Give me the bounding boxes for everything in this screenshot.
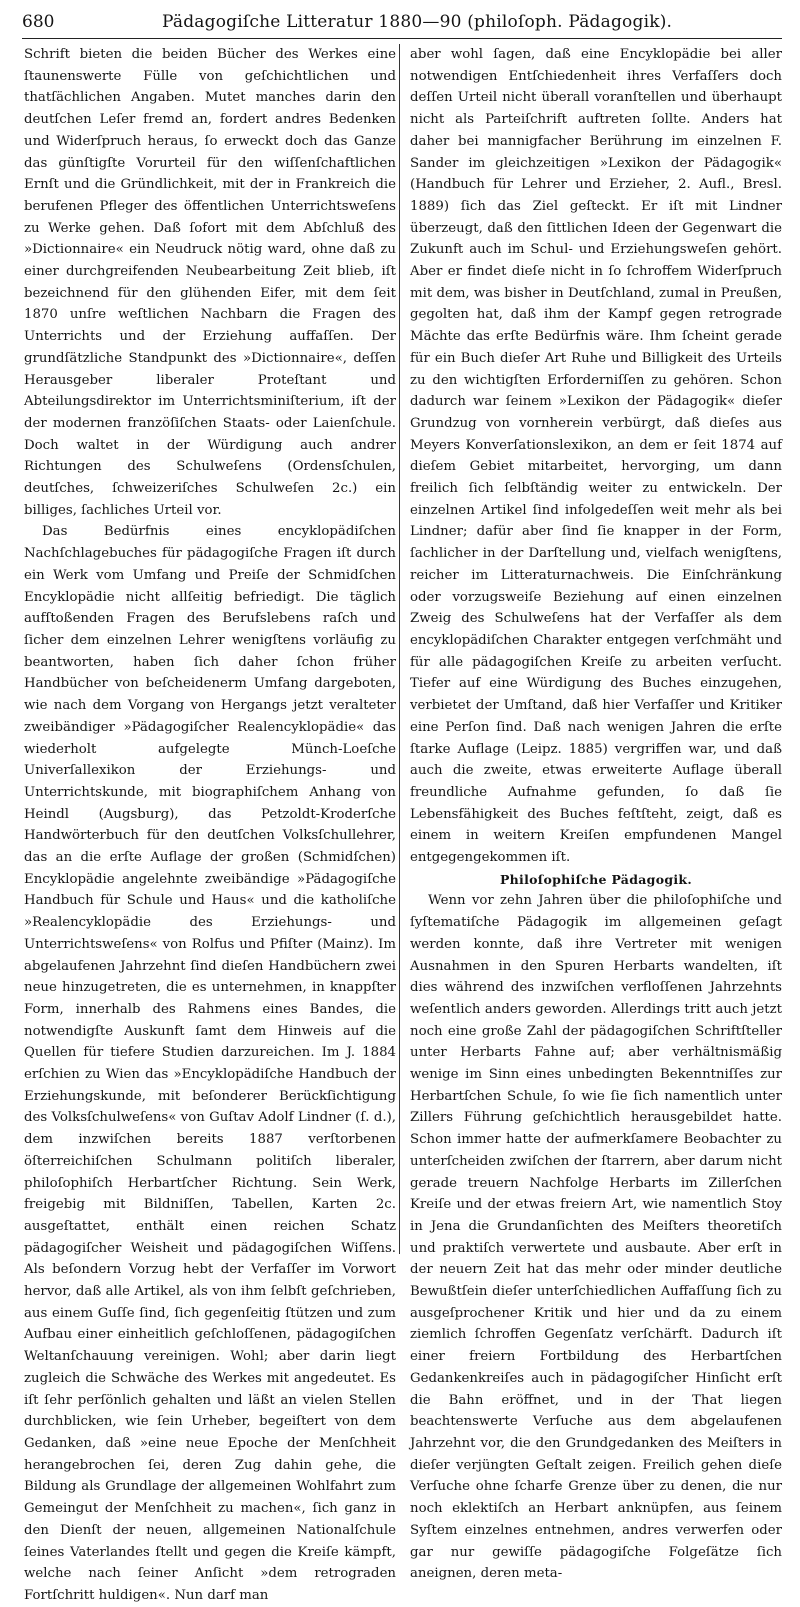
- right-paragraph-2: Wenn vor zehn Jahren über die philoſophiſche und ſyſtematiſche Pädagogik im allgemeinen geſagt werden konnte, daß ihre Vertreter mit wenigen Ausnahmen in den Spuren Herbarts wandelten, iſt dies während des inzwiſchen verfloſſenen Jahrzehnts weſentlich anders geworden. Allerdings tritt auch jetzt noch eine große Zahl der pädagogiſchen Schriftſteller unter Herbarts Fahne auf; aber verhältnismäßig wenige im Sinn eines unbedingten Bekenntniſſes zur Herbartſchen Schule, ſo wie ſie ſich namentlich unter Zillers Führung geſchichtlich herausgebildet hatte. Schon immer hatte der aufmerkſamere Beobachter zu unterſcheiden zwiſchen der ſtarrern, aber darum nicht gerade treuern Nachfolge Herbarts im Zillerſchen Kreiſe und der etwas freiern Art, wie namentlich Stoy in Jena die Grundanſichten des Meiſters theoretiſch und praktiſch verwertete und ausbaute. Aber erſt in der neuern Zeit hat das mehr oder minder deutliche Bewußtſein dieſer unterſchiedlichen Auffaſſung ſich zu ausgeſprochener Kritik und hier und da zu einem ziemlich ſchroffen Gegenſatz verſchärft. Dadurch iſt einer freiern Fortbildung des Herbartſchen Gedankenkreiſes auch in pädagogiſcher Hinſicht erſt die Bahn eröffnet, und in der That liegen beachtenswerte Verſuche aus dem abgelaufenen Jahrzehnt vor, die den Grundgedanken des Meiſters in dieſer verjüngten Geſtalt zeigen. Freilich gehen dieſe Verſuche ohne ſcharfe Grenze über zu denen, die nur noch eklektiſch an Herbart anknüpfen, aus ſeinem Syſtem einzelnes entnehmen, andres verwerfen oder gar nur gewiſſe pädagogiſche Folgeſätze ſich aneignen, deren meta-: [410, 893, 782, 1582]
- section-heading: Philoſophiſche Pädagogik.: [499, 871, 693, 887]
- left-paragraph-1: Schrift bieten die beiden Bücher des Werkes eine ſtaunenswerte Fülle von geſchichtlichen und thatſächlichen Angaben. Mutet manches darin den deutſchen Leſer fremd an, fordert andres Bedenken und Widerſpruch heraus, ſo erweckt doch das Ganze das günſtigſte Vorurteil für den wiſſenſchaftlichen Ernſt und die Gründlichkeit, mit der in Frankreich die berufenen Pfleger des öffentlichen Unterrichtsweſens zu Werke gehen. Daß ſofort mit dem Abſchluß des »Dictionnaire« ein Neudruck nötig ward, ohne daß zu einer durchgreifenden Neubearbeitung Zeit blieb, iſt bezeichnend für den glühenden Eifer, mit dem ſeit 1870 unſre weſtlichen Nachbarn die Fragen des Unterrichts und der Erziehung auffaſſen. Der grundſätzliche Standpunkt des »Dictionnaire«, deſſen Herausgeber liberaler Proteſtant und Abteilungsdirektor im Unterrichtsminiſterium, iſt der der modernen franzöſiſchen Staats- oder Laienſchule. Doch waltet in der Würdigung auch andrer Richtungen des Schulweſens (Ordensſchulen, deutſches, ſchweizeriſches Schulweſen 2c.) ein billiges, ſachliches Urteil vor.: [24, 47, 396, 518]
- right-column: [410, 44, 782, 1585]
- running-title: Pädagogiſche Litteratur 1880—90 (philoſoph. Pädagogik).: [162, 12, 673, 32]
- page-number: 680: [22, 12, 55, 32]
- right-paragraph-1: aber wohl ſagen, daß eine Encyklopädie bei aller notwendigen Entſchiedenheit ihres Verfaſſers doch deſſen Urteil nicht überall voranſtellen und überhaupt nicht als Parteiſchrift auftreten ſollte. Anders hat daher bei mannigfacher Berührung im einzelnen F. Sander im gleichzeitigen »Lexikon der Pädagogik« (Handbuch für Lehrer und Erzieher, 2. Aufl., Bresl. 1889) ſich das Ziel geſteckt. Er iſt mit Lindner überzeugt, daß den ſittlichen Ideen der Gegenwart die Zukunft auch im Schul- und Erziehungsweſen gehört. Aber er findet dieſe nicht in ſo ſchroffem Widerſpruch mit dem, was bisher in Deutſchland, zumal in Preußen, gegolten hat, daß ihm der Kampf gegen retrograde Mächte das erſte Bedürfnis wäre. Ihm ſcheint gerade für ein Buch dieſer Art Ruhe und Billigkeit des Urteils zu den wichtigſten Erforderniſſen zu gehören. Schon dadurch war ſeinem »Lexikon der Pädagogik« dieſer Grundzug von vornherein verbürgt, daß dieſes aus Meyers Konverſationslexikon, an dem er ſeit 1874 auf dieſem Gebiet mitarbeitet, hervorging, um dann freilich ſich ſelbſtändig weiter zu entwickeln. Der einzelnen Artikel ſind infolgedeſſen weit mehr als bei Lindner; dafür aber ſind ſie knapper in der Form, ſachlicher in der Darſtellung und, vielfach wenigſtens, reicher im Litteraturnachweis. Die Einſchränkung oder vorzugsweiſe Beziehung auf einen einzelnen Zweig des Schulweſens hat der Verfaſſer als dem encyklopädiſchen Charakter entgegen verſchmäht und für alle pädagogiſchen Kreiſe zu arbeiten verſucht. Tiefer auf eine Würdigung des Buches einzugehen, verbietet der Umſtand, daß hier Verfaſſer und Kritiker eine Perſon ſind. Daß nach wenigen Jahren die erſte ſtarke Auflage (Leipz. 1885) vergriffen war, und daß auch die zweite, etwas erweiterte Auflage überall freundliche Aufnahme gefunden, ſo daß ſie Lebensfähigkeit des Buches feſtſteht, zeigt, daß es einem in weitern Kreiſen empfundenen Mangel entgegengekommen iſt.: [410, 47, 782, 866]
- left-paragraph-2: Das Bedürfnis eines encyklopädiſchen Nachſchlagebuches für pädagogiſche Fragen iſt durch ein Werk vom Umfang und Preiſe der Schmidſchen Encyklopädie nicht allſeitig befriedigt. Die täglich aufſtoßenden Fragen des Berufslebens raſch und ſicher dem einzelnen Lehrer wenigſtens vorläufig zu beantworten, haben ſich daher ſchon früher Handbücher von beſcheidenerm Umfang dargeboten, wie nach dem Vorgang von Hergangs jetzt veralteter zweibändiger »Pädagogiſcher Realencyklopädie« das wiederholt aufgelegte Münch-Loeſche Univerſallexikon der Erziehungs- und Unterrichtskunde, mit biographiſchem Anhang von Heindl (Augsburg), das Petzoldt-Kroderſche Handwörterbuch für den deutſchen Volksſchullehrer, das an die erſte Auflage der großen (Schmidſchen) Encyklopädie angelehnte zweibändige »Pädagogiſche Handbuch für Schule und Haus« und die katholiſche »Realencyklopädie des Erziehungs- und Unterrichtsweſens« von Rolfus und Pfiſter (Mainz). Im abgelaufenen Jahrzehnt ſind dieſen Handbüchern zwei neue hinzugetreten, die es unternehmen, in knappſter Form, innerhalb des Rahmens eines Bandes, die notwendigſte Auskunft ſamt dem Hinweis auf die Quellen für tiefere Studien darzureichen. Im J. 1884 erſchien zu Wien das »Encyklopädiſche Handbuch der Erziehungskunde, mit beſonderer Berückſichtigung des Volksſchulweſens« von Guſtav Adolf Lindner (ſ. d.), dem inzwiſchen bereits 1887 verſtorbenen öſterreichiſchen Schulmann politiſch liberaler, philoſophiſch Herbartſcher Richtung. Sein Werk, freigebig mit Bildniſſen, Tabellen, Karten 2c. ausgeſtattet, enthält einen reichen Schatz pädagogiſcher Weisheit und pädagogiſchen Wiſſens. Als beſondern Vorzug hebt der Verfaſſer im Vorwort hervor, daß alle Artikel, als von ihm ſelbſt geſchrieben, aus einem Guſſe ſind, ſich gegenſeitig ſtützen und zum Aufbau einer einheitlich geſchloſſenen, pädagogiſchen Weltanſchauung vereinigen. Wohl; aber darin liegt zugleich die Schwäche des Werkes mit angedeutet. Es iſt ſehr perſönlich gehalten und läßt an vielen Stellen durchblicken, wie ſein Urheber, begeiſtert von dem Gedanken, daß »eine neue Epoche der Menſchheit herangebrochen ſei, deren Zug dahin gehe, die Bildung als Grundlage der allgemeinen Wohlfahrt zum Gemeingut der Menſchheit zu machen«, ſich ganz in den Dienſt der neuen, allgemeinen Nationalſchule ſeines Vaterlandes ſtellt und gegen die Kreiſe kämpft, welche nach ſeiner Anſicht »dem retrograden Fortſchritt huldigen«. Nun darf man: [24, 524, 396, 1603]
- page-header: [22, 8, 782, 39]
- left-column: [24, 44, 396, 1607]
- column-divider: [399, 44, 400, 1254]
